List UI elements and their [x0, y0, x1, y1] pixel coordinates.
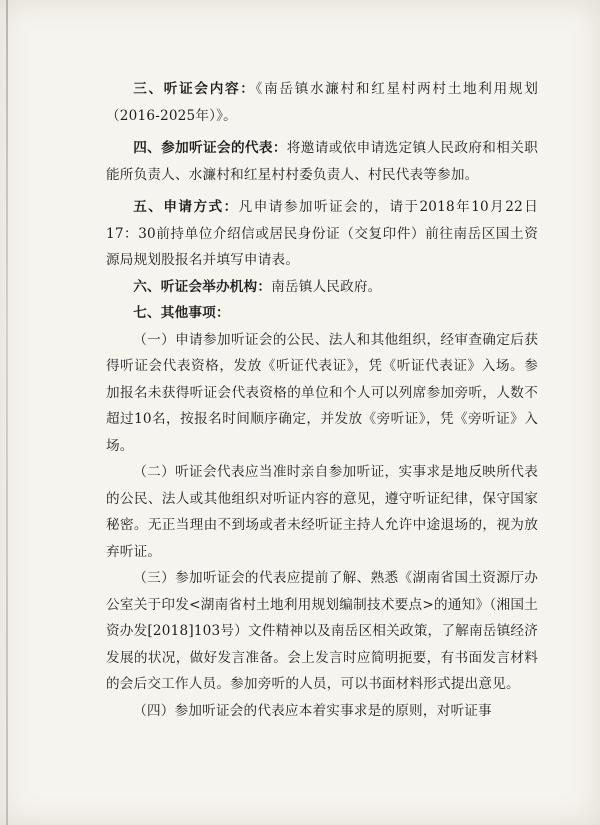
section-3 [106, 76, 538, 129]
item-2-text: （二）听证会代表应当准时亲自参加听证，实事求是地反映所代表的公民、法人或其他组织对听证内容的意见，遵守听证纪律，保守国家秘密。无正当理由不到场或者未经听证主持人允许中途退场的，视为放弃听证。 [106, 464, 538, 560]
section-7-label: 七、其他事项： [133, 305, 230, 321]
section-6-text: 南岳镇人民政府。 [271, 278, 382, 295]
scan-edge [6, 0, 8, 825]
section-4 [106, 135, 538, 188]
section-5-text: 凡申请参加听证会的，请于2018年10月22日17：30前持单位介绍信或居民身份证（交复印件）前往南岳区国土资源局规划股报名并填写申请表。 [106, 199, 538, 268]
item-2 [106, 459, 538, 565]
section-4-label: 四、参加听证会的代表： [133, 140, 287, 156]
section-6-label: 六、听证会举办机构： [133, 278, 272, 295]
item-4-text: （四）参加听证会的代表应本着实事求是的原则，对听证事 [133, 702, 492, 719]
item-3-text: （三）参加听证会的代表应提前了解、熟悉《湖南省国土资源厅办公室关于印发<湖南省村土地利用规划编制技术要点>的通知》（湘国土资办发[2018]103号）文件精神以及南岳区相关政策，了解南岳镇经济发展的状况，做好发言准备。会上发言时应简明扼要，有书面发言材料的会后交工作人员。参加旁听的人员，可以书面材料形式提出意见。 [106, 570, 538, 692]
section-4-text: 将邀请或依申请选定镇人民政府和相关职能所负责人、水濂村和红星村村委负责人、村民代表等参加。 [106, 140, 538, 183]
item-3 [106, 565, 538, 698]
item-4 [106, 698, 538, 725]
item-1-text: （一）申请参加听证会的公民、法人和其他组织，经审查确定后获得听证会代表资格，发放《听证代表证》，凭《听证代表证》入场。参加报名未获得听证会代表资格的单位和个人可以列席参加旁听，人数不超过10名，按报名时间顺序确定，并发放《旁听证》，凭《旁听证》入场。 [106, 331, 538, 454]
section-3-label: 三、听证会内容： [133, 81, 256, 97]
section-5 [106, 194, 538, 274]
section-5-label: 五、申请方式： [133, 199, 239, 215]
document-body [106, 76, 538, 724]
item-1 [106, 327, 538, 460]
section-6 [106, 274, 538, 301]
section-3-text: 《南岳镇水濂村和红星村两村土地利用规划（2016-2025年）》。 [106, 81, 538, 124]
section-7 [106, 300, 538, 327]
